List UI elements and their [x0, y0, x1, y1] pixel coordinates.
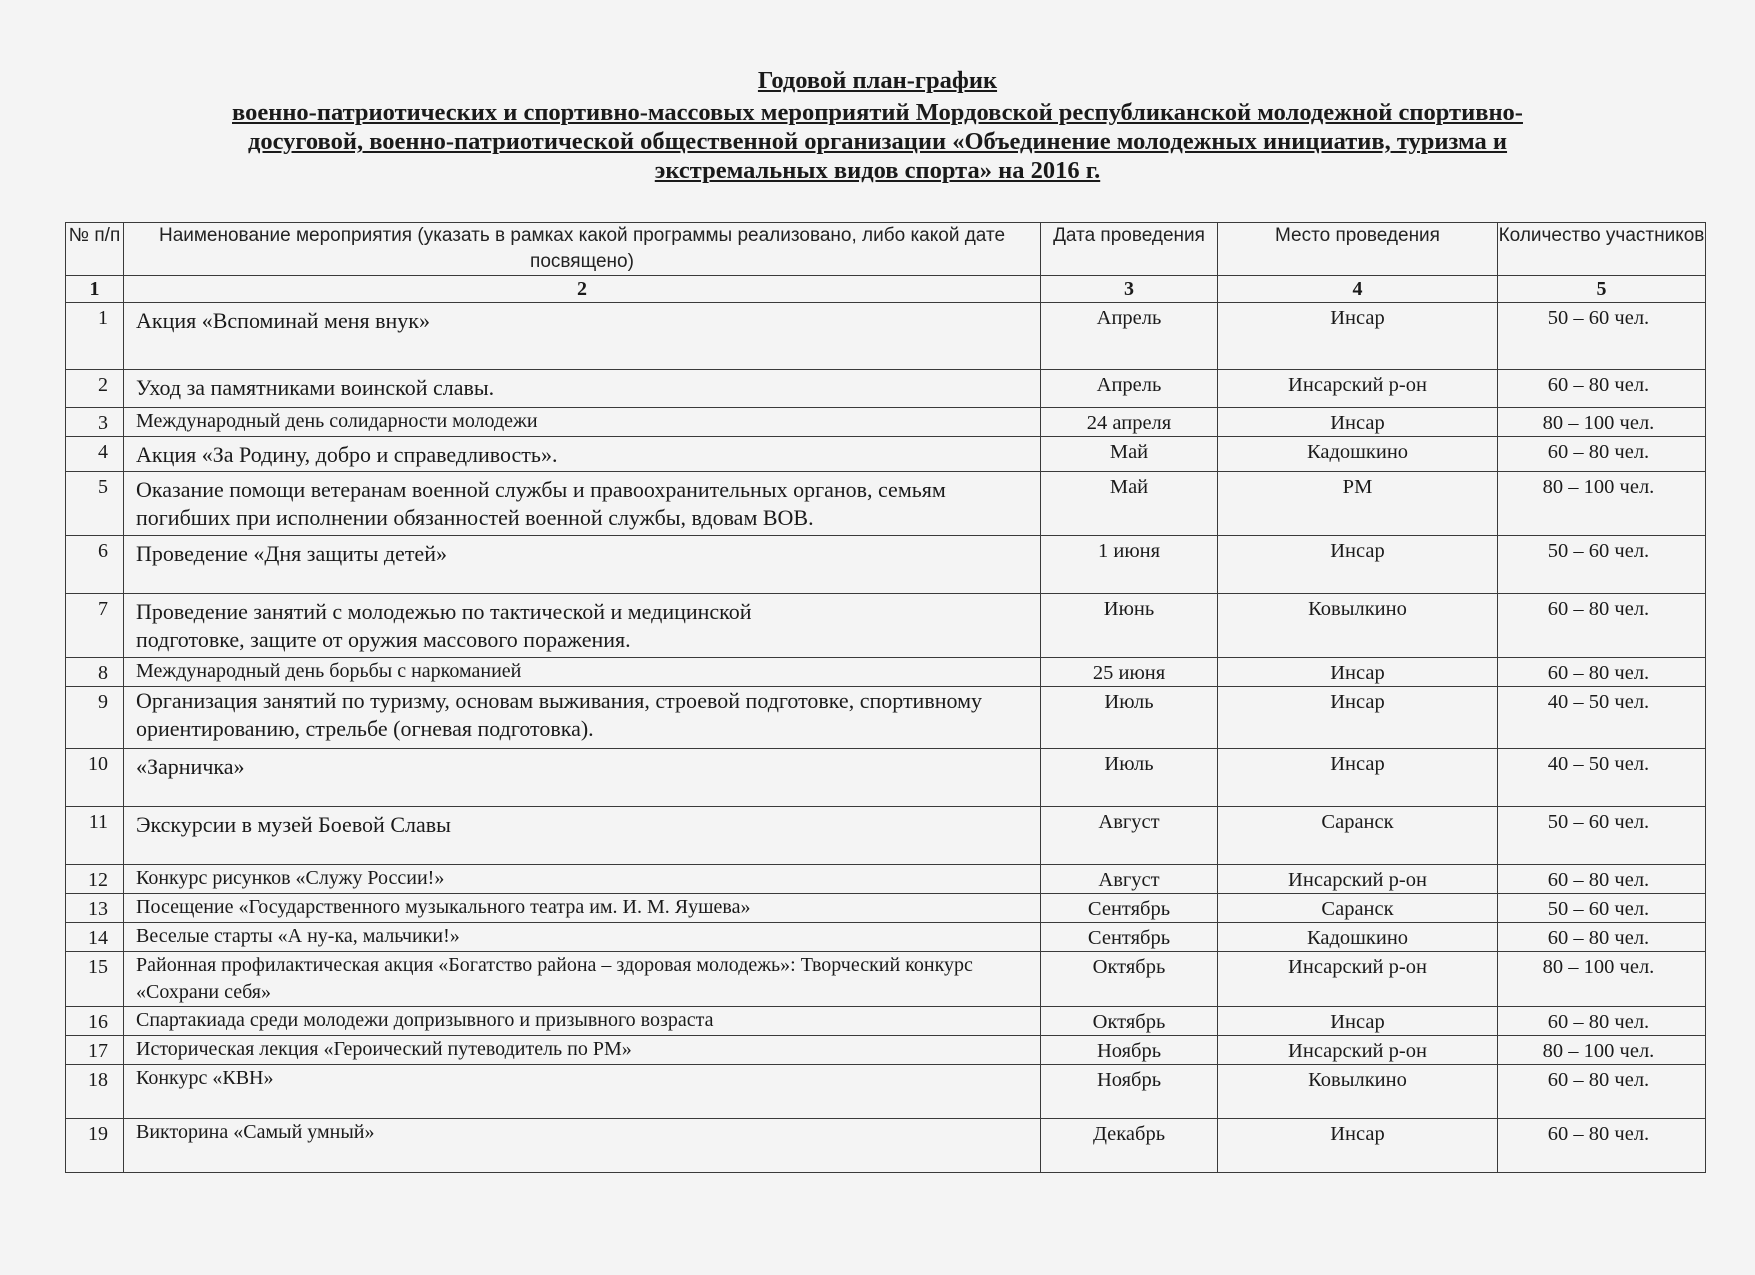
event-name: Посещение «Государственного музыкального театра им. И. М. Яушева»: [124, 894, 1041, 923]
event-name: Уход за памятниками воинской славы.: [124, 370, 1041, 408]
row-num: 9: [66, 687, 124, 749]
column-index: 2: [124, 276, 1041, 303]
event-date: Октябрь: [1041, 1007, 1218, 1036]
event-place: Инсарский р-он: [1218, 370, 1498, 408]
event-place: Инсарский р-он: [1218, 952, 1498, 1007]
event-place: Инсар: [1218, 658, 1498, 687]
event-name: Оказание помощи ветеранам военной службы и правоохранительных органов, семьям погибших при исполнении обязанностей военной службы, вдовам ВОВ.: [124, 472, 1041, 536]
row-num: 4: [66, 437, 124, 472]
table-row: [66, 749, 1706, 807]
event-count: 80 – 100 чел.: [1498, 408, 1706, 437]
table-row: [66, 594, 1706, 658]
event-name: Проведение занятий с молодежью по тактической и медицинской подготовке, защите от оружия массового поражения.: [124, 594, 1041, 658]
table-row: [66, 1007, 1706, 1036]
event-date: Сентябрь: [1041, 923, 1218, 952]
title-line-3: досуговой, военно-патриотической общественной организации «Объединение молодежных инициатив, туризма и: [247, 128, 1508, 155]
event-name: Историческая лекция «Героический путеводитель по РМ»: [124, 1036, 1041, 1065]
event-place: Саранск: [1218, 894, 1498, 923]
event-count: 60 – 80 чел.: [1498, 1119, 1706, 1173]
header-date: Дата проведения: [1041, 223, 1218, 276]
event-place: Инсар: [1218, 687, 1498, 749]
event-date: Июль: [1041, 687, 1218, 749]
table-row: [66, 472, 1706, 536]
table-row: [66, 303, 1706, 370]
event-place: Инсар: [1218, 303, 1498, 370]
event-name: Викторина «Самый умный»: [124, 1119, 1041, 1173]
table-row: [66, 1036, 1706, 1065]
event-name: Организация занятий по туризму, основам выживания, строевой подготовке, спортивному ориентированию, стрельбе (огневая подготовка).: [124, 687, 1041, 749]
header-count: Количество участников: [1498, 223, 1706, 276]
event-count: 60 – 80 чел.: [1498, 594, 1706, 658]
header-num: № п/п: [66, 223, 124, 276]
table-row: [66, 952, 1706, 1007]
event-count: 80 – 100 чел.: [1498, 952, 1706, 1007]
event-date: Декабрь: [1041, 1119, 1218, 1173]
event-count: 60 – 80 чел.: [1498, 370, 1706, 408]
row-num: 14: [66, 923, 124, 952]
event-name: Акция «За Родину, добро и справедливость».: [124, 437, 1041, 472]
table-row: [66, 1119, 1706, 1173]
event-name: Экскурсии в музей Боевой Славы: [124, 807, 1041, 865]
event-date: 25 июня: [1041, 658, 1218, 687]
event-place: Кадошкино: [1218, 923, 1498, 952]
events-table: [65, 222, 1706, 1173]
event-date: Май: [1041, 472, 1218, 536]
event-place: РМ: [1218, 472, 1498, 536]
event-place: Инсар: [1218, 1007, 1498, 1036]
table-row: [66, 807, 1706, 865]
event-count: 60 – 80 чел.: [1498, 437, 1706, 472]
table-row: [66, 658, 1706, 687]
event-date: Апрель: [1041, 370, 1218, 408]
event-name: Международный день борьбы с наркоманией: [124, 658, 1041, 687]
event-name: Акция «Вспоминай меня внук»: [124, 303, 1041, 370]
title-line-4: экстремальных видов спорта» на 2016 г.: [654, 157, 1101, 184]
table-row: [66, 408, 1706, 437]
table-row: [66, 923, 1706, 952]
event-place: Инсар: [1218, 536, 1498, 594]
row-num: 5: [66, 472, 124, 536]
event-date: Октябрь: [1041, 952, 1218, 1007]
event-date: Сентябрь: [1041, 894, 1218, 923]
table-row: [66, 865, 1706, 894]
event-name: Конкурс рисунков «Служу России!»: [124, 865, 1041, 894]
table-row: [66, 370, 1706, 408]
event-place: Инсар: [1218, 1119, 1498, 1173]
event-name: Спартакиада среди молодежи допризывного и призывного возраста: [124, 1007, 1041, 1036]
row-num: 16: [66, 1007, 124, 1036]
event-name: «Зарничка»: [124, 749, 1041, 807]
table-header-row: [66, 223, 1706, 276]
event-name: Проведение «Дня защиты детей»: [124, 536, 1041, 594]
table-row: [66, 437, 1706, 472]
row-num: 8: [66, 658, 124, 687]
row-num: 19: [66, 1119, 124, 1173]
row-num: 6: [66, 536, 124, 594]
row-num: 10: [66, 749, 124, 807]
column-index: 4: [1218, 276, 1498, 303]
event-date: Май: [1041, 437, 1218, 472]
event-count: 60 – 80 чел.: [1498, 865, 1706, 894]
event-count: 50 – 60 чел.: [1498, 807, 1706, 865]
table-row: [66, 536, 1706, 594]
event-name: Конкурс «КВН»: [124, 1065, 1041, 1119]
event-count: 60 – 80 чел.: [1498, 1065, 1706, 1119]
row-num: 15: [66, 952, 124, 1007]
event-count: 60 – 80 чел.: [1498, 923, 1706, 952]
row-num: 12: [66, 865, 124, 894]
event-date: Июнь: [1041, 594, 1218, 658]
event-count: 50 – 60 чел.: [1498, 303, 1706, 370]
event-place: Инсарский р-он: [1218, 1036, 1498, 1065]
table-row: [66, 1065, 1706, 1119]
column-index: 1: [66, 276, 124, 303]
row-num: 1: [66, 303, 124, 370]
header-name: Наименование мероприятия (указать в рамках какой программы реализовано, либо какой дате посвящено): [124, 223, 1041, 276]
document-title: [100, 66, 1655, 185]
table-row: [66, 894, 1706, 923]
event-count: 40 – 50 чел.: [1498, 749, 1706, 807]
event-place: Кадошкино: [1218, 437, 1498, 472]
event-place: Ковылкино: [1218, 1065, 1498, 1119]
event-date: 1 июня: [1041, 536, 1218, 594]
row-num: 18: [66, 1065, 124, 1119]
event-count: 50 – 60 чел.: [1498, 536, 1706, 594]
row-num: 3: [66, 408, 124, 437]
title-line-1: Годовой план-график: [757, 67, 998, 94]
event-date: Август: [1041, 807, 1218, 865]
event-name: Международный день солидарности молодежи: [124, 408, 1041, 437]
event-date: Август: [1041, 865, 1218, 894]
event-count: 60 – 80 чел.: [1498, 658, 1706, 687]
event-place: Ковылкино: [1218, 594, 1498, 658]
row-num: 7: [66, 594, 124, 658]
event-date: 24 апреля: [1041, 408, 1218, 437]
event-count: 40 – 50 чел.: [1498, 687, 1706, 749]
event-date: Апрель: [1041, 303, 1218, 370]
event-place: Инсар: [1218, 408, 1498, 437]
event-date: Июль: [1041, 749, 1218, 807]
event-count: 80 – 100 чел.: [1498, 472, 1706, 536]
table-row: [66, 687, 1706, 749]
header-place: Место проведения: [1218, 223, 1498, 276]
row-num: 11: [66, 807, 124, 865]
event-date: Ноябрь: [1041, 1036, 1218, 1065]
event-count: 60 – 80 чел.: [1498, 1007, 1706, 1036]
event-place: Инсар: [1218, 749, 1498, 807]
title-line-2: военно-патриотических и спортивно-массовых мероприятий Мордовской республиканской молодежной спортивно-: [232, 99, 1523, 126]
event-name: Районная профилактическая акция «Богатство района – здоровая молодежь»: Творческий конкурс «Сохрани себя»: [124, 952, 1041, 1007]
row-num: 2: [66, 370, 124, 408]
event-place: Инсарский р-он: [1218, 865, 1498, 894]
column-index-row: [66, 276, 1706, 303]
event-name: Веселые старты «А ну-ка, мальчики!»: [124, 923, 1041, 952]
event-count: 50 – 60 чел.: [1498, 894, 1706, 923]
row-num: 17: [66, 1036, 124, 1065]
event-date: Ноябрь: [1041, 1065, 1218, 1119]
column-index: 5: [1498, 276, 1706, 303]
row-num: 13: [66, 894, 124, 923]
column-index: 3: [1041, 276, 1218, 303]
event-count: 80 – 100 чел.: [1498, 1036, 1706, 1065]
event-place: Саранск: [1218, 807, 1498, 865]
